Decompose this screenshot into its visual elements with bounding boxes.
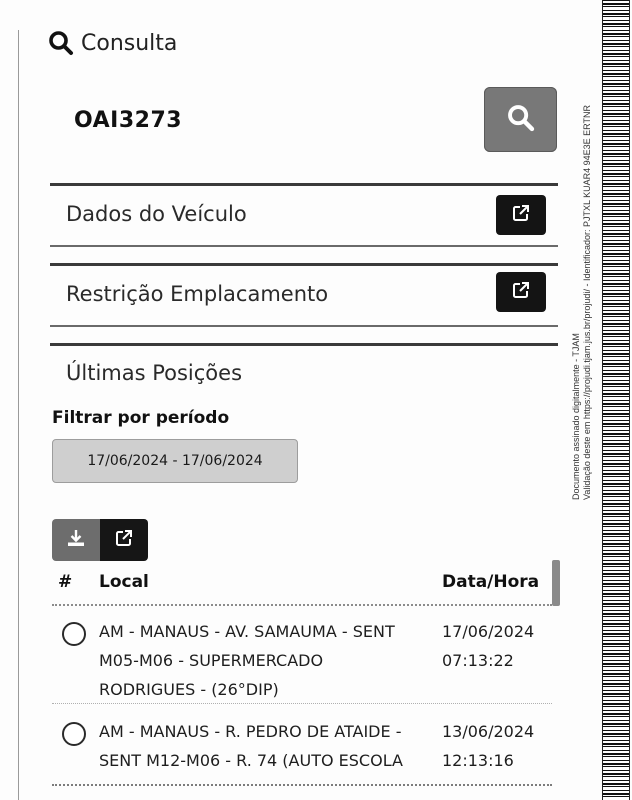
local-line: SENT M12-M06 - R. 74 (AUTO ESCOLA xyxy=(99,751,403,770)
scrollbar[interactable] xyxy=(552,560,560,606)
date-line: 13/06/2024 xyxy=(442,722,535,741)
date-line: 17/06/2024 xyxy=(442,622,535,641)
table-row-datetime xyxy=(442,617,534,675)
date-range-input[interactable]: 17/06/2024 - 17/06/2024 xyxy=(52,439,298,483)
local-line: AM - MANAUS - AV. SAMAUMA - SENT xyxy=(99,622,395,641)
download-icon xyxy=(66,528,86,552)
local-line: M05-M06 - SUPERMERCADO xyxy=(99,651,324,670)
table-row-local xyxy=(99,717,419,775)
column-header-datetime[interactable]: Data/Hora xyxy=(442,572,540,592)
table-row-local xyxy=(99,617,419,704)
time-line: 12:13:16 xyxy=(442,751,514,770)
section-ultimas-posicoes-label: Últimas Posições xyxy=(66,361,243,385)
column-header-local[interactable]: Local xyxy=(99,572,149,592)
external-link-icon xyxy=(512,281,530,303)
row-divider xyxy=(52,703,552,704)
section-restricao-label: Restrição Emplacamento xyxy=(66,282,329,306)
section-dados-veiculo-label: Dados do Veículo xyxy=(66,202,247,226)
section-divider xyxy=(50,245,558,247)
time-line: 07:13:22 xyxy=(442,651,514,670)
stamp-line: Validação deste em https://projudi.tjam.jus.br/projudi/ - Identificador: PJTXL KUAR4 94E3E ERTNR xyxy=(582,104,592,500)
barcode xyxy=(602,0,630,800)
page-header xyxy=(48,28,177,58)
section-divider xyxy=(50,263,558,266)
section-divider xyxy=(50,343,558,346)
filter-label: Filtrar por período xyxy=(52,408,230,428)
table-row-datetime xyxy=(442,717,534,775)
table-bottom-divider xyxy=(52,784,552,786)
download-button[interactable] xyxy=(52,519,100,561)
table-toolbar xyxy=(52,519,148,561)
column-header-index: # xyxy=(58,572,73,592)
open-restricao-button[interactable] xyxy=(496,272,546,312)
signature-stamp xyxy=(571,30,593,500)
row-select-radio[interactable] xyxy=(62,722,86,746)
local-line: AM - MANAUS - R. PEDRO DE ATAIDE - xyxy=(99,722,402,741)
left-border xyxy=(18,30,19,800)
external-link-icon xyxy=(512,204,530,226)
plate-value[interactable]: OAI3273 xyxy=(74,108,183,133)
external-link-icon xyxy=(115,529,133,551)
open-positions-button[interactable] xyxy=(100,519,148,561)
search-button[interactable] xyxy=(484,87,557,152)
row-select-radio[interactable] xyxy=(62,622,86,646)
open-dados-veiculo-button[interactable] xyxy=(496,195,546,235)
search-icon xyxy=(506,103,536,137)
section-divider xyxy=(50,183,558,186)
stamp-line: Documento assinado digitalmente - TJAM xyxy=(571,333,581,500)
page-title: Consulta xyxy=(81,30,178,56)
section-divider xyxy=(50,325,558,327)
search-icon xyxy=(48,30,74,56)
local-line: RODRIGUES - (26°DIP) xyxy=(99,680,279,699)
table-header-divider xyxy=(52,604,552,606)
